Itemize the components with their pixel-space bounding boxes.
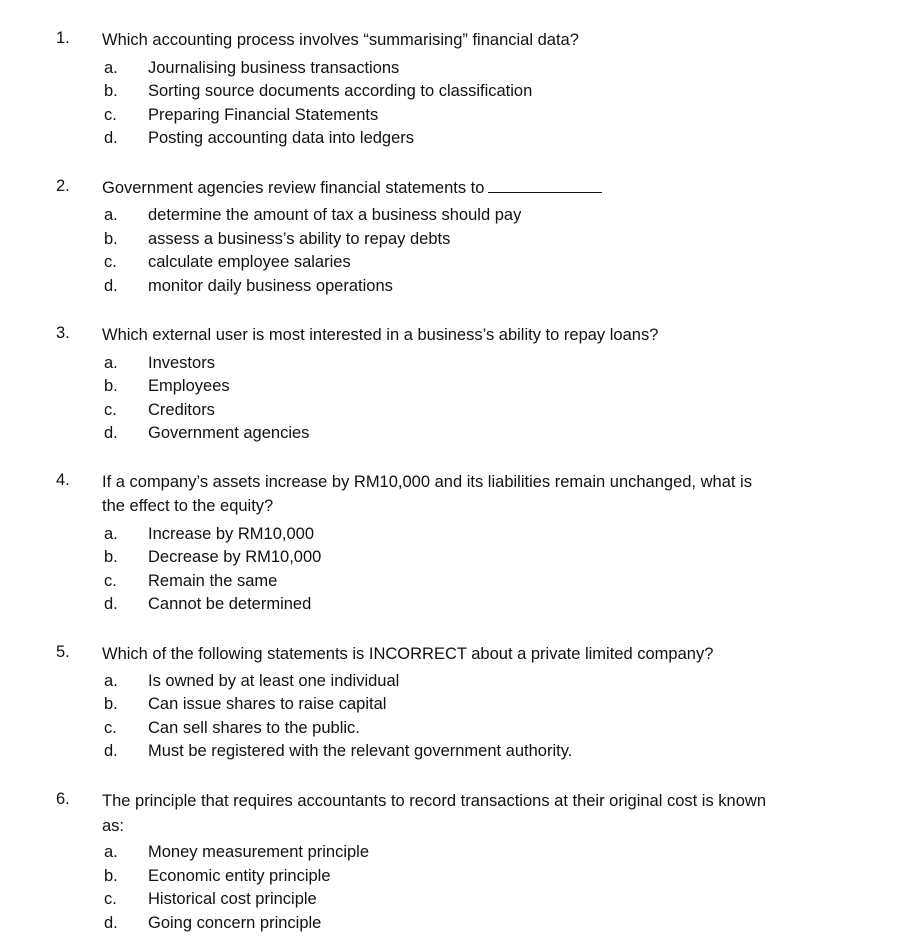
option-2c bbox=[0, 253, 901, 276]
option-letter: c. bbox=[104, 719, 117, 737]
option-1c bbox=[0, 106, 901, 129]
option-text: Economic entity principle bbox=[148, 867, 331, 885]
option-5d bbox=[0, 742, 901, 765]
option-text: assess a business’s ability to repay debts bbox=[148, 230, 451, 248]
question-number: 2. bbox=[56, 177, 70, 195]
option-text: Sorting source documents according to classification bbox=[148, 82, 533, 100]
option-text: Employees bbox=[148, 377, 230, 395]
option-letter: c. bbox=[104, 106, 117, 124]
option-4b bbox=[0, 548, 901, 571]
option-letter: b. bbox=[104, 548, 118, 566]
option-text: Can sell shares to the public. bbox=[148, 719, 360, 737]
option-6a bbox=[0, 843, 901, 866]
option-letter: a. bbox=[104, 59, 118, 77]
option-text: Historical cost principle bbox=[148, 890, 317, 908]
option-letter: c. bbox=[104, 253, 117, 271]
option-letter: a. bbox=[104, 354, 118, 372]
option-letter: b. bbox=[104, 230, 118, 248]
option-text: Increase by RM10,000 bbox=[148, 525, 315, 543]
option-letter: d. bbox=[104, 595, 118, 613]
option-1d bbox=[0, 129, 901, 152]
answer-blank bbox=[488, 178, 602, 193]
option-3b bbox=[0, 377, 901, 400]
option-letter: c. bbox=[104, 890, 117, 908]
option-3d bbox=[0, 424, 901, 447]
option-5c bbox=[0, 719, 901, 742]
option-6c bbox=[0, 890, 901, 913]
option-text: Money measurement principle bbox=[148, 843, 370, 861]
option-letter: c. bbox=[104, 401, 117, 419]
option-6b bbox=[0, 867, 901, 890]
option-letter: a. bbox=[104, 843, 118, 861]
question-text: Which of the following statements is INCORRECT about a private limited company? bbox=[102, 645, 714, 663]
question-text bbox=[102, 177, 822, 200]
question-text-content: Government agencies review financial statements to bbox=[102, 179, 485, 197]
option-5b bbox=[0, 695, 901, 718]
question-number: 3. bbox=[56, 324, 70, 342]
option-text: Government agencies bbox=[148, 424, 310, 442]
option-4a bbox=[0, 525, 901, 548]
option-letter: a. bbox=[104, 525, 118, 543]
option-2b bbox=[0, 230, 901, 253]
option-text: Must be registered with the relevant government authority. bbox=[148, 742, 573, 760]
question-number: 5. bbox=[56, 643, 70, 661]
question-text-line2: as: bbox=[102, 817, 125, 835]
option-text: Can issue shares to raise capital bbox=[148, 695, 387, 713]
option-text: Preparing Financial Statements bbox=[148, 106, 379, 124]
option-3c bbox=[0, 401, 901, 424]
option-2a bbox=[0, 206, 901, 229]
question-text-line1: The principle that requires accountants to record transactions at their original cost is known bbox=[102, 792, 767, 810]
option-4d bbox=[0, 595, 901, 618]
option-letter: a. bbox=[104, 672, 118, 690]
option-letter: d. bbox=[104, 742, 118, 760]
option-text: Posting accounting data into ledgers bbox=[148, 129, 415, 147]
option-letter: b. bbox=[104, 695, 118, 713]
question-text: Which external user is most interested in a business’s ability to repay loans? bbox=[102, 326, 659, 344]
option-text: Investors bbox=[148, 354, 215, 372]
option-text: Remain the same bbox=[148, 572, 278, 590]
option-text: Going concern principle bbox=[148, 914, 322, 932]
option-1a bbox=[0, 59, 901, 82]
option-6d bbox=[0, 914, 901, 937]
option-letter: b. bbox=[104, 377, 118, 395]
option-letter: d. bbox=[104, 914, 118, 932]
option-5a bbox=[0, 672, 901, 695]
option-text: calculate employee salaries bbox=[148, 253, 351, 271]
option-letter: d. bbox=[104, 129, 118, 147]
question-number: 1. bbox=[56, 29, 70, 47]
option-letter: b. bbox=[104, 82, 118, 100]
option-text: Journalising business transactions bbox=[148, 59, 400, 77]
question-text: Which accounting process involves “summarising” financial data? bbox=[102, 31, 579, 49]
question-number: 6. bbox=[56, 790, 70, 808]
option-text: determine the amount of tax a business should pay bbox=[148, 206, 522, 224]
option-text: Creditors bbox=[148, 401, 215, 419]
option-text: Is owned by at least one individual bbox=[148, 672, 400, 690]
question-text-line1: If a company’s assets increase by RM10,000 and its liabilities remain unchanged, what is bbox=[102, 473, 752, 491]
option-letter: a. bbox=[104, 206, 118, 224]
option-letter: d. bbox=[104, 277, 118, 295]
option-4c bbox=[0, 572, 901, 595]
option-3a bbox=[0, 354, 901, 377]
option-letter: d. bbox=[104, 424, 118, 442]
option-2d bbox=[0, 277, 901, 300]
option-letter: c. bbox=[104, 572, 117, 590]
option-text: Cannot be determined bbox=[148, 595, 312, 613]
option-text: Decrease by RM10,000 bbox=[148, 548, 322, 566]
question-text-line2: the effect to the equity? bbox=[102, 497, 274, 515]
option-1b bbox=[0, 82, 901, 105]
option-letter: b. bbox=[104, 867, 118, 885]
question-number: 4. bbox=[56, 471, 70, 489]
option-text: monitor daily business operations bbox=[148, 277, 393, 295]
